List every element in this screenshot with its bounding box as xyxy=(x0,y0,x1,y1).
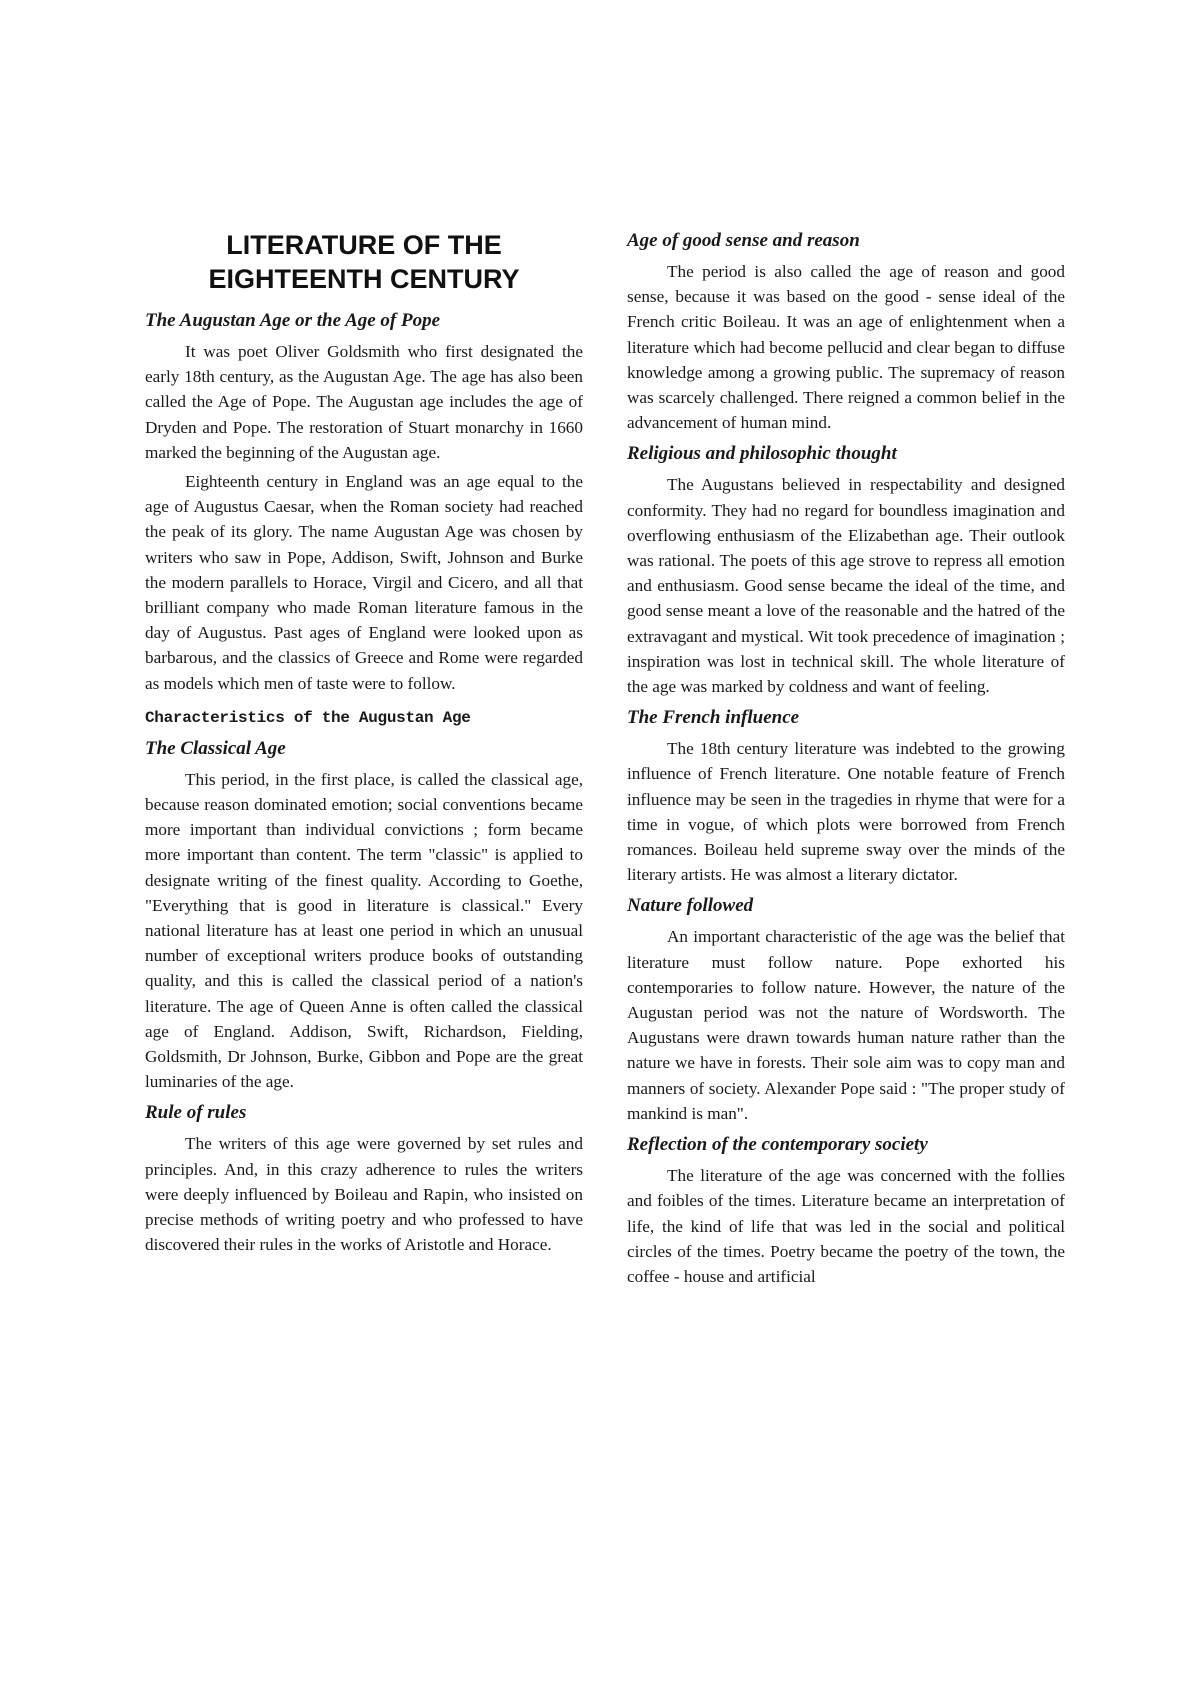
paragraph: Eighteenth century in England was an age equal to the age of Augustus Caesar, when the Roman society had reached the peak of its glory. The name Augustan Age was chosen by writers who saw in Pope, Addison, Swift, Johnson and Burke the modern parallels to Horace, Virgil and Cicero, and all that brilliant company who made Roman literature famous in the day of Augustus. Past ages of England were looked upon as barbarous, and the classics of Greece and Rome were regarded as models which men of taste were to follow. xyxy=(145,472,583,693)
section-heading-french-influence: The French influence xyxy=(627,707,800,729)
chapter-title: LITERATURE OF THE EIGHTEENTH CENTURY xyxy=(208,230,520,294)
paragraph: An important characteristic of the age was the belief that literature must follow nature. Pope exhorted his contemporaries to follow nature. However, the nature of the Augustan period was not the nature of Wordsworth. The Augustans were drawn towards human nature rather than the nature we have in forests. Their sole aim was to copy man and manners of society. Alexander Pope said : "The proper study of mankind is man". xyxy=(627,927,1065,1123)
section-heading-characteristics: Characteristics of the Augustan Age xyxy=(145,708,471,727)
paragraph: This period, in the first place, is called the classical age, because reason dominated emotion; social conventions became more important than individual convictions ; form became more important than content. The term "classic" is applied to designate writing of the finest quality. According to Goethe, "Everything that is good in literature is classical." Every national literature has at least one period in which an unusual number of exceptional writers produce books of outstanding quality, and this is called the classical period of a nation's literature. The age of Queen Anne is often called the classical age of England. Addison, Swift, Richardson, Fielding, Goldsmith, Dr Johnson, Burke, Gibbon and Pope are the great luminaries of the age. xyxy=(145,769,583,1092)
paragraph: The writers of this age were governed by set rules and principles. And, in this crazy adherence to rules the writers were deeply influenced by Boileau and Rapin, who insisted on precise methods of writing poetry and who professed to have discovered their rules in the works of Aristotle and Horace. xyxy=(145,1134,583,1255)
section-heading-classical-age: The Classical Age xyxy=(145,737,286,759)
section-heading-nature-followed: Nature followed xyxy=(627,895,754,917)
section-heading-rule-of-rules: Rule of rules xyxy=(145,1102,247,1124)
paragraph: The period is also called the age of reason and good sense, because it was based on the good - sense ideal of the French critic Boileau. It was an age of enlightenment when a literature which had become pellucid and clear began to diffuse knowledge among a growing public. The supremacy of reason was scarcely challenged. There reigned a common belief in the advancement of human mind. xyxy=(627,262,1065,433)
left-column xyxy=(145,228,583,1262)
section-heading-religious-thought: Religious and philosophic thought xyxy=(627,443,897,465)
paragraph: The 18th century literature was indebted to the growing influence of French literature. One notable feature of French influence may be seen in the tragedies in rhyme that were for a time in vogue, of which plots were borrowed from French romances. Boileau held supreme sway over the minds of the literary artists. He was almost a literary dictator. xyxy=(627,739,1065,885)
paragraph: It was poet Oliver Goldsmith who first designated the early 18th century, as the Augustan Age. The age has also been called the Age of Pope. The Augustan age includes the age of Dryden and Pope. The restoration of Stuart monarchy in 1660 marked the beginning of the Augustan age. xyxy=(145,342,583,462)
section-heading-contemporary-society: Reflection of the contemporary society xyxy=(627,1134,928,1156)
paragraph: The Augustans believed in respectability and designed conformity. They had no regard for boundless imagination and overflowing enthusiasm of the Elizabethan age. Their outlook was rational. The poets of this age strove to repress all emotion and enthusiasm. Good sense became the ideal of the time, and good sense meant a love of the reasonable and the hatred of the extravagant and mystical. Wit took precedence of imagination ; inspiration was lost in technical skill. The whole literature of the age was marked by coldness and want of feeling. xyxy=(627,475,1065,697)
section-heading-good-sense: Age of good sense and reason xyxy=(627,230,860,251)
right-column xyxy=(627,228,1065,1293)
section-heading-augustan-age: The Augustan Age or the Age of Pope xyxy=(145,310,441,331)
paragraph: The literature of the age was concerned with the follies and foibles of the times. Literature became an interpretation of life, the kind of life that was led in the social and political circles of the times. Poetry became the poetry of the town, the coffee - house and artificial xyxy=(627,1166,1065,1286)
